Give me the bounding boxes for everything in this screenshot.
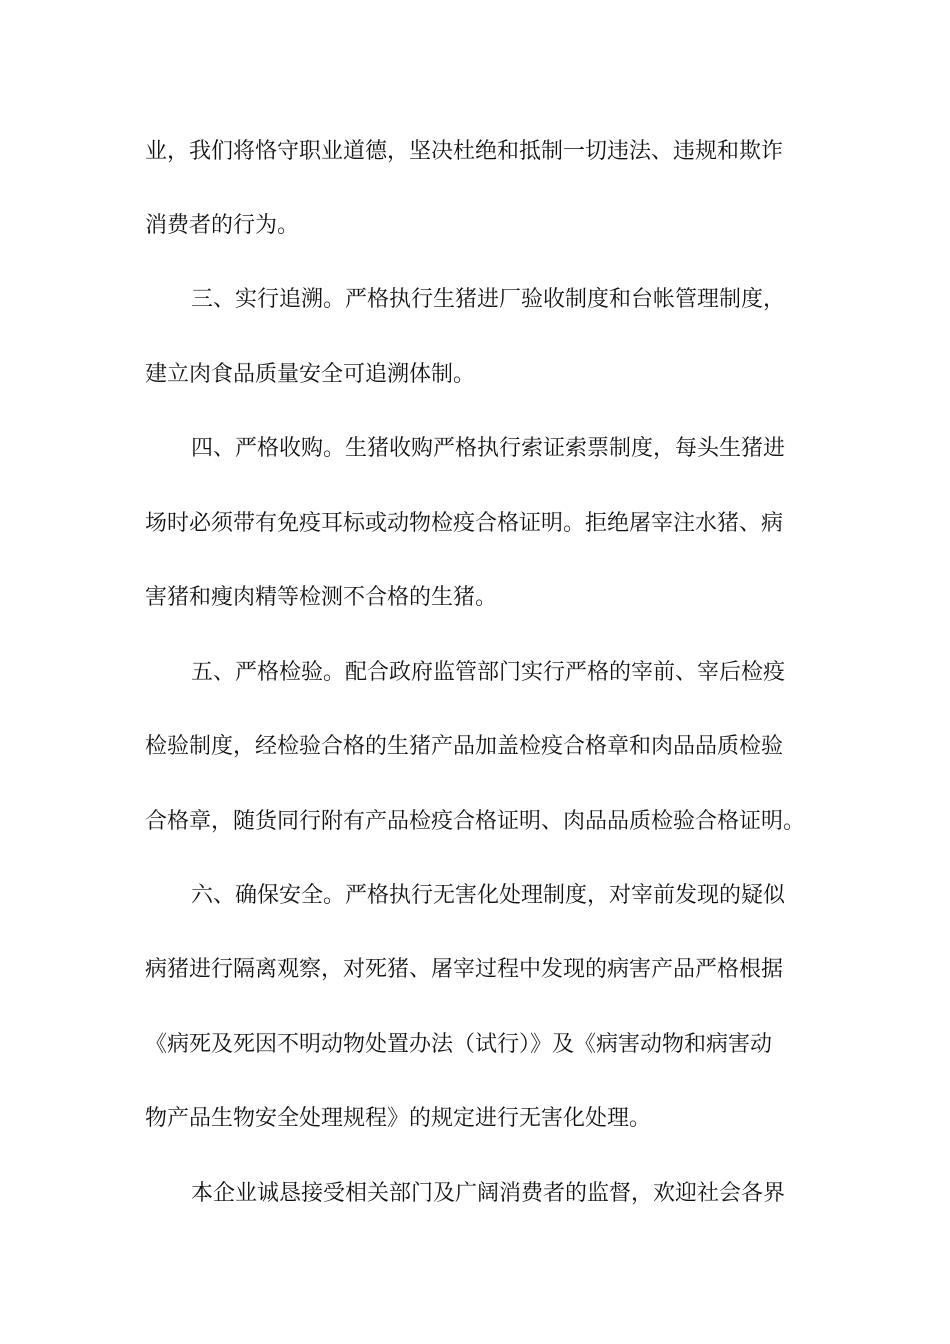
paragraph-line: 合格章，随货同行附有产品检疫合格证明、肉品品质检验合格证明。: [145, 809, 806, 834]
paragraph-line: 五、严格检验。配合政府监管部门实行严格的宰前、宰后检疫: [191, 660, 786, 685]
paragraph-line: 消费者的行为。: [145, 213, 300, 238]
paragraph-line: 《病死及死因不明动物处置办法（试行）》及《病害动物和病害动: [145, 1032, 773, 1057]
paragraph-line: 物产品生物安全处理规程》的规定进行无害化处理。: [145, 1106, 652, 1131]
paragraph-line: 四、严格收购。生猪收购严格执行索证索票制度，每头生猪进: [191, 436, 786, 461]
paragraph-line: 本企业诚恳接受相关部门及广阔消费者的监督，欢迎社会各界: [191, 1181, 786, 1206]
paragraph-line: 检验制度，经检验合格的生猪产品加盖检疫合格章和肉品品质检验: [145, 734, 784, 759]
paragraph-line: 害猪和瘦肉精等检测不合格的生猪。: [145, 585, 498, 610]
paragraph-line: 业，我们将恪守职业道德，坚决杜绝和抵制一切违法、违规和欺诈: [145, 139, 784, 164]
paragraph-line: 六、确保安全。严格执行无害化处理制度，对宰前发现的疑似: [191, 883, 786, 908]
paragraph-line: 场时必须带有免疫耳标或动物检疫合格证明。拒绝屠宰注水猪、病: [145, 511, 784, 536]
paragraph-line: 病猪进行隔离观察，对死猪、屠宰过程中发现的病害产品严格根据: [145, 957, 784, 982]
paragraph-line: 三、实行追溯。严格执行生猪进厂验收制度和台帐管理制度，: [191, 287, 786, 312]
paragraph-line: 建立肉食品质量安全可追溯体制。: [145, 362, 476, 387]
